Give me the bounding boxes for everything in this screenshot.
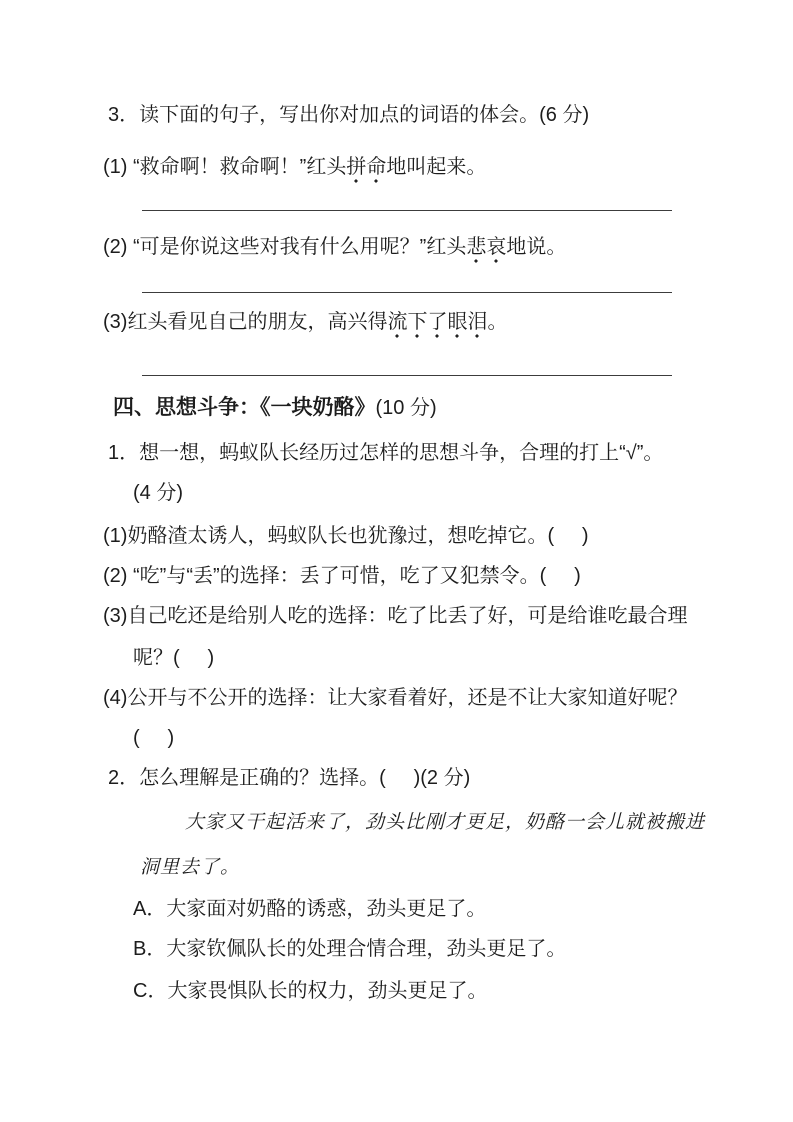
- sentence-text: (3)红头看见自己的朋友，高兴得: [103, 311, 388, 333]
- section4-title: 四、思想斗争：《一块奶酪》: [113, 396, 376, 419]
- question1-item-3: (3)自己吃还是给别人吃的选择：吃了比丢了好，可是给谁吃最合理: [103, 605, 688, 627]
- question2-header: 2．怎么理解是正确的？选择。( )(2 分): [108, 767, 471, 789]
- emphasized-word: 流下了眼泪: [387, 311, 487, 339]
- question3-item-1: [103, 147, 733, 187]
- sentence-text: 地叫起来。: [386, 156, 487, 178]
- section4-header: [113, 388, 733, 428]
- answer-blank-line-2: [142, 292, 672, 293]
- question1-item-4: (4)公开与不公开的选择：让大家看着好，还是不让大家知道好呢？: [103, 687, 688, 709]
- answer-blank-line-3: [142, 375, 672, 376]
- question2-option-a: A．大家面对奶酪的诱惑，劲头更足了。: [133, 898, 487, 920]
- question1-item-2: (2) “吃”与“丢”的选择：丢了可惜，吃了又犯禁令。( ): [103, 565, 581, 587]
- emphasized-word: 拼命: [346, 156, 386, 184]
- answer-blank-line-1: [142, 210, 672, 211]
- section4-score: (10 分): [375, 397, 437, 419]
- question1-item-3-continuation: 呢？( ): [133, 647, 215, 669]
- question1-item-4-continuation: ( ): [133, 727, 175, 749]
- question1-item-1: (1)奶酪渣太诱人，蚂蚁队长也犹豫过，想吃掉它。( ): [103, 525, 589, 547]
- emphasized-word: 悲哀: [466, 236, 506, 264]
- sentence-text: 。: [487, 311, 508, 333]
- question1-header: 1．想一想，蚂蚁队长经历过怎样的思想斗争，合理的打上“√”。: [108, 442, 664, 464]
- question3-item-3: [103, 302, 733, 342]
- question2-option-c: C．大家畏惧队长的权力，劲头更足了。: [133, 980, 488, 1002]
- question3-header: 3．读下面的句子，写出你对加点的词语的体会。(6 分): [108, 104, 590, 126]
- sentence-text: 地说。: [506, 236, 567, 258]
- question2-option-b: B．大家钦佩队长的处理合情合理，劲头更足了。: [133, 938, 567, 960]
- question1-score: (4 分): [133, 482, 183, 504]
- sentence-text: (2) “可是你说这些对我有什么用呢？”红头: [103, 236, 467, 258]
- sentence-text: (1) “救命啊！救命啊！”红头: [103, 156, 347, 178]
- question3-item-2: [103, 227, 733, 267]
- question2-passage-line-2: 洞里去了。: [140, 857, 241, 878]
- question2-passage-line-1: 大家又干起活来了，劲头比刚才更足，奶酪一会儿就被搬进: [185, 812, 706, 833]
